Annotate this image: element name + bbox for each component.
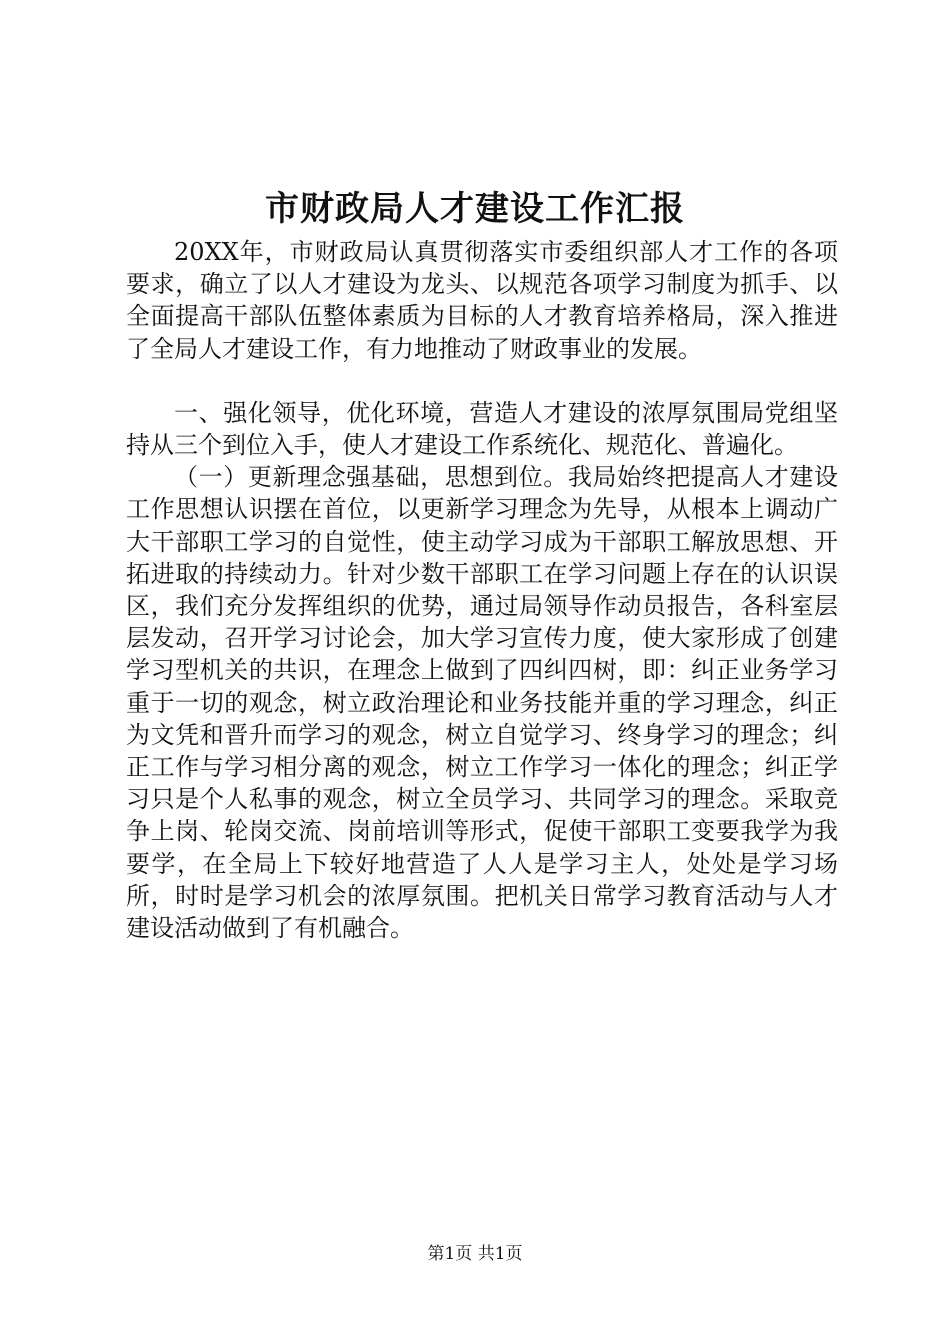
page-number-footer: 第1页 共1页 bbox=[427, 1244, 523, 1264]
document-body bbox=[126, 236, 838, 944]
document-title: 市财政局人才建设工作汇报 bbox=[265, 189, 685, 229]
intro-paragraph: 20XX年，市财政局认真贯彻落实市委组织部人才工作的各项要求，确立了以人才建设为龙头、以规范各项学习制度为抓手、以全面提高干部队伍整体素质为目标的人才教育培养格局，深入推进了全局人才建设工作，有力地推动了财政事业的发展。 bbox=[126, 238, 838, 363]
section-heading-paragraph: 一、强化领导，优化环境，营造人才建设的浓厚氛围局党组坚持从三个到位入手，使人才建设工作系统化、规范化、普遍化。 bbox=[126, 398, 838, 460]
subsection-paragraph: （一）更新理念强基础，思想到位。我局始终把提高人才建设工作思想认识摆在首位，以更新学习理念为先导，从根本上调动广大干部职工学习的自觉性，使主动学习成为干部职工解放思想、开拓进取的持续动力。针对少数干部职工在学习问题上存在的认识误区，我们充分发挥组织的优势，通过局领导作动员报告，各科室层层发动，召开学习讨论会，加大学习宣传力度，使大家形成了创建学习型机关的共识，在理念上做到了四纠四树，即：纠正业务学习重于一切的观念，树立政治理论和业务技能并重的学习理念，纠正为文凭和晋升而学习的观念，树立自觉学习、终身学习的理念；纠正工作与学习相分离的观念，树立工作学习一体化的理念；纠正学习只是个人私事的观念，树立全员学习、共同学习的理念。采取竞争上岗、轮岗交流、岗前培训等形式，促使干部职工变要我学为我要学，在全局上下较好地营造了人人是学习主人，处处是学习场所，时时是学习机会的浓厚氛围。把机关日常学习教育活动与人才建设活动做到了有机融合。 bbox=[126, 463, 838, 943]
